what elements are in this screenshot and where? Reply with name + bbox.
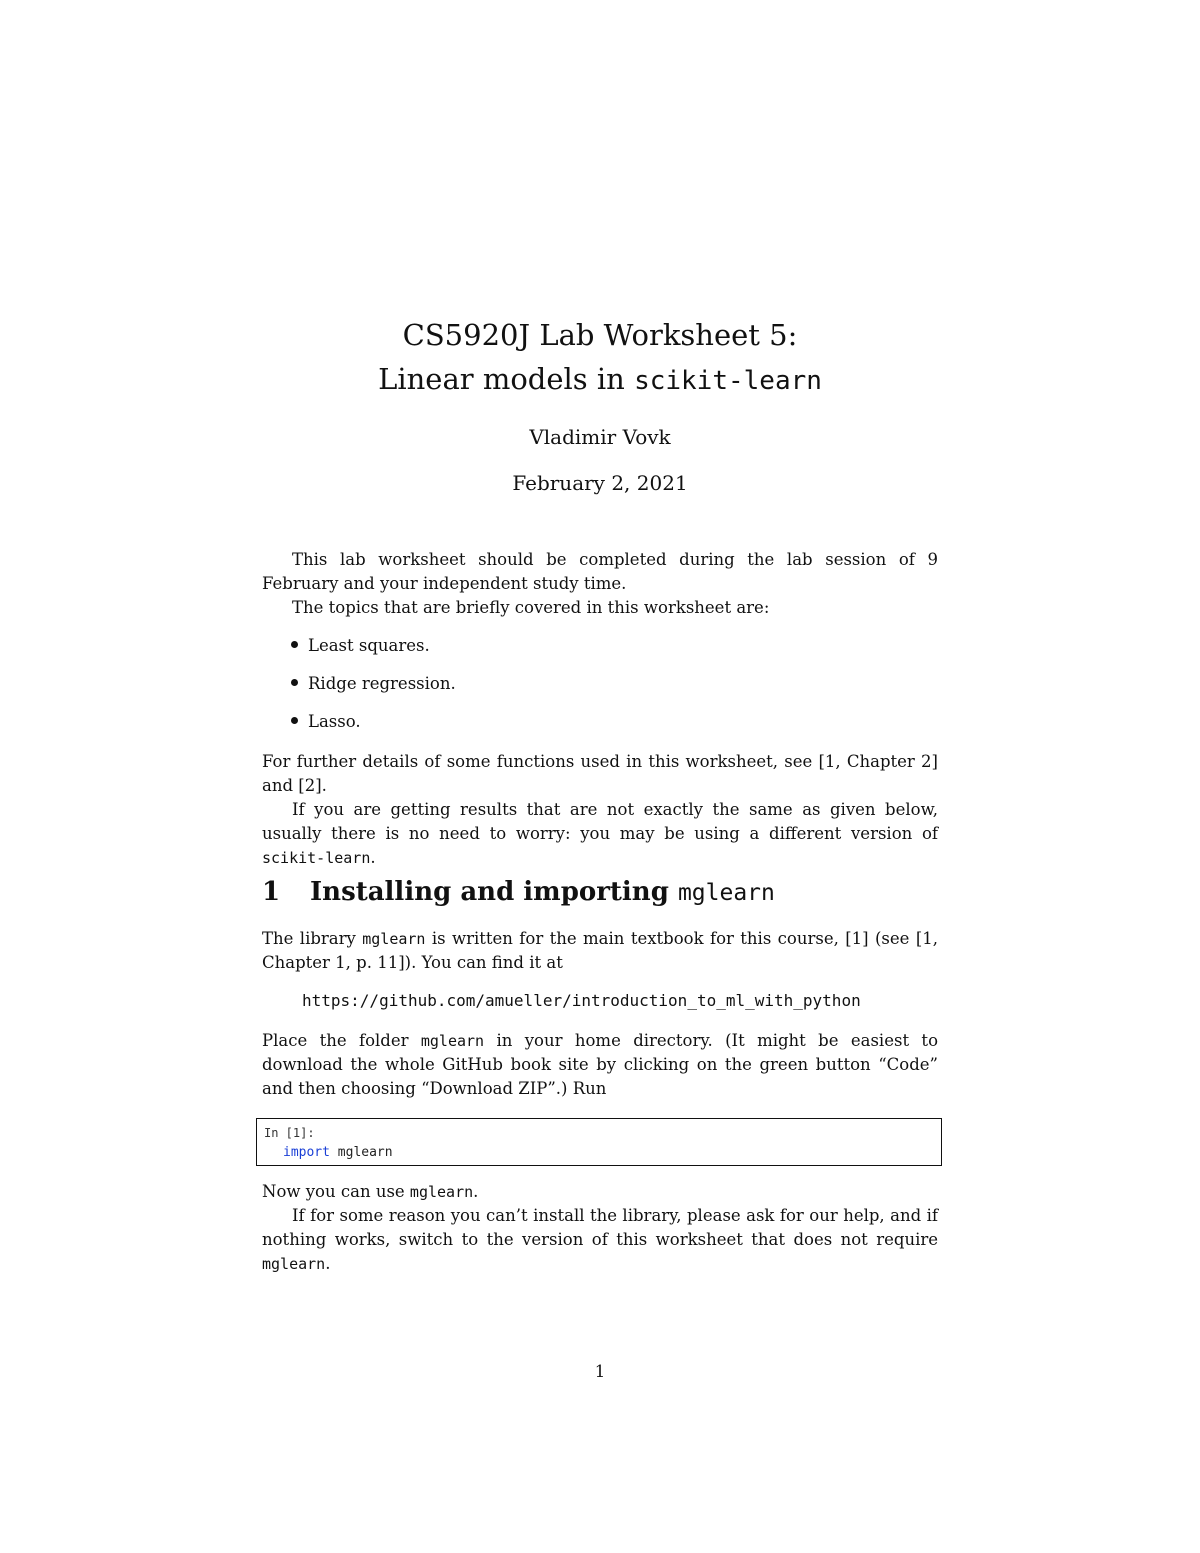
author: Vladimir Vovk: [529, 425, 671, 449]
bullet-icon: [291, 641, 298, 648]
section-paragraph-3: [262, 1180, 938, 1276]
paragraph-text: .: [473, 1182, 479, 1201]
paragraph-text: Place the folder: [262, 1031, 421, 1050]
paragraph-text: If you are getting results that are not exactly the same as given below, usually there is no need to worry: you may be using a different version of: [262, 800, 938, 843]
inline-code: mglearn: [409, 1183, 474, 1201]
document-title-line-1: CS5920J Lab Worksheet 5:: [402, 318, 798, 352]
paragraph-text: is written for the main textbook for this course, [1] (see [1, Chapter 1, p. 11]). You can find it at: [262, 929, 938, 972]
section-title: Installing and importing: [310, 877, 678, 907]
section-title-code: mglearn: [677, 880, 775, 906]
intro-paragraph-1: This lab worksheet should be completed during the lab session of 9 February and your independent study time.: [262, 550, 938, 593]
code-keyword: import: [283, 1145, 330, 1160]
section-paragraph-1: [262, 927, 938, 975]
title-text: Linear models in: [378, 362, 635, 396]
intro-block-2: [262, 750, 938, 870]
code-cell: [256, 1118, 942, 1166]
section-number: 1: [262, 877, 281, 907]
paragraph-text: .: [370, 848, 376, 867]
bullet-label: Ridge regression.: [308, 674, 456, 693]
bullet-label: Least squares.: [308, 636, 430, 655]
inline-code: scikit-learn: [262, 849, 371, 867]
title-code: scikit-learn: [634, 366, 822, 396]
inline-code: mglearn: [420, 1032, 485, 1050]
github-link[interactable]: https://github.com/amueller/introduction_to_ml_with_python: [302, 991, 861, 1010]
intro-paragraph-2: The topics that are briefly covered in this worksheet are:: [292, 598, 770, 617]
bullet-item: [291, 634, 430, 658]
inline-code: mglearn: [362, 930, 426, 948]
page-number: 1: [594, 1362, 606, 1381]
paragraph-text: in your home directory. (It might be easiest to download the whole GitHub book site by clicking on the green button “Code” and then choosing “Download ZIP”.) Run: [262, 1031, 938, 1098]
intro-block: [262, 548, 938, 620]
intro-paragraph-3: For further details of some functions used in this worksheet, see [1, Chapter 2] and [2].: [262, 752, 938, 795]
paragraph-text: If for some reason you can’t install the library, please ask for our help, and if nothing works, switch to the version of this worksheet that does not require: [262, 1206, 938, 1249]
document-title-line-2: [0, 357, 1200, 403]
section-heading: [262, 877, 775, 907]
paragraph-text: .: [325, 1254, 331, 1273]
section-paragraph-4: [262, 1204, 938, 1276]
paragraph-text: The library: [262, 929, 363, 948]
intro-paragraph-4: [262, 798, 938, 870]
code-line: [283, 1145, 393, 1160]
inline-code: mglearn: [262, 1255, 326, 1273]
section-paragraph-2: [262, 1029, 938, 1101]
paragraph-text: Now you can use: [262, 1182, 410, 1201]
bullet-item: [291, 710, 361, 734]
bullet-icon: [291, 679, 298, 686]
code-prompt: In [1]:: [264, 1126, 315, 1140]
bullet-icon: [291, 717, 298, 724]
date: February 2, 2021: [512, 471, 688, 495]
code-module: mglearn: [337, 1145, 393, 1160]
bullet-item: [291, 672, 456, 696]
bullet-label: Lasso.: [308, 712, 361, 731]
